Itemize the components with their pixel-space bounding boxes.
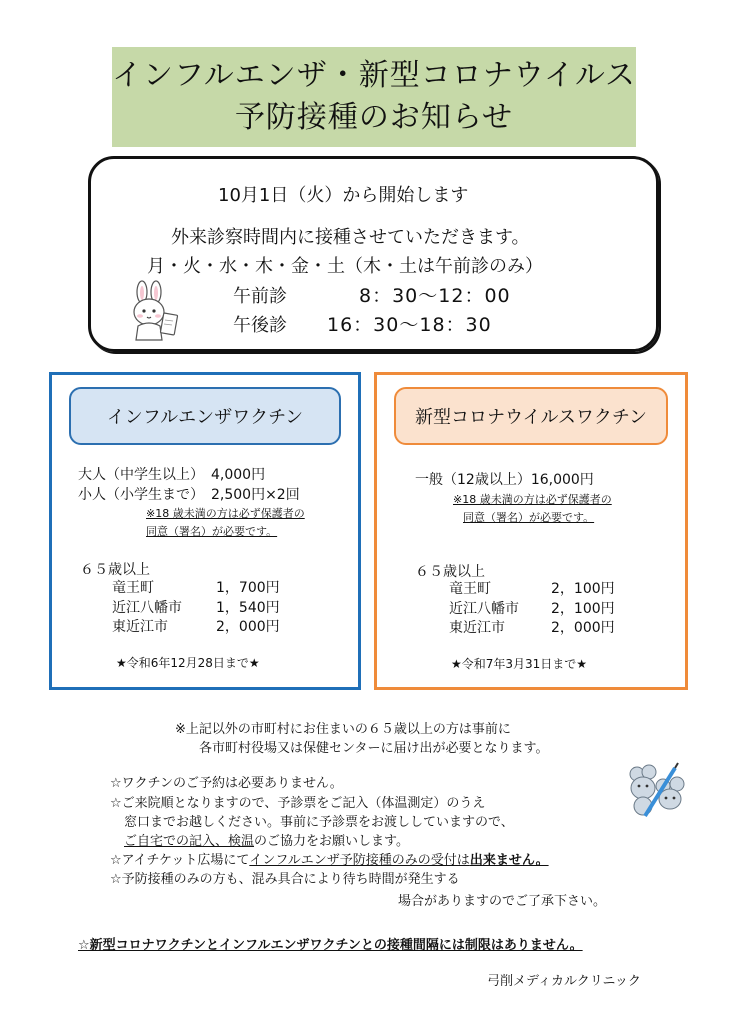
covid-deadline: ★令和7年3月31日まで★ [451, 657, 588, 671]
covid-city-price: 2，000円 [551, 620, 615, 636]
flu-child-price: 小人（小学生まで） 2,500円×2回 [78, 487, 300, 503]
covid-heading: 新型コロナウイルスワクチン [394, 387, 668, 445]
notice-no-reservation: ☆ワクチンのご予約は必要ありません。 [110, 776, 343, 791]
flu-city-name: 竜王町 [112, 580, 154, 596]
title-banner [112, 47, 636, 147]
title-line-2: 予防接種のお知らせ [234, 100, 514, 135]
mice-illustration [625, 762, 687, 820]
flu-city-price: 2，000円 [216, 619, 280, 635]
clinic-name: 弓削メディカルクリニック [487, 974, 641, 989]
morning-label: 午前診 [233, 286, 287, 307]
title-line-1: インフルエンザ・新型コロナウイルス [112, 58, 636, 93]
influenza-panel [49, 372, 361, 690]
covid-city-price: 2，100円 [551, 601, 615, 617]
morning-time: 8：30～12：00 [359, 285, 511, 307]
covid-panel [374, 372, 688, 690]
covid-note-line-2: 同意（署名）が必要です。 [463, 511, 595, 524]
flu-city-name: 近江八幡市 [112, 600, 182, 616]
covid-city-name: 竜王町 [449, 581, 491, 597]
flu-city-name: 東近江市 [112, 619, 168, 635]
flu-city-price: 1，540円 [216, 600, 280, 616]
covid-city-name: 近江八幡市 [449, 601, 519, 617]
notice-aiticket [110, 849, 549, 868]
other-city-note-2: 各市町村役場又は保健センターに届け出が必要となります。 [199, 741, 549, 756]
afternoon-label: 午後診 [233, 315, 287, 336]
notice-arrival-order-3 [124, 830, 409, 849]
flu-adult-price: 大人（中学生以上） 4,000円 [78, 467, 266, 483]
covid-city-name: 東近江市 [449, 620, 505, 636]
flu-note-line-1: ※18 歳未満の方は必ず保護者の [146, 507, 305, 520]
notice-waiting-time: ☆予防接種のみの方も、混み具合により待ち時間が発生する [110, 872, 460, 887]
notice-aiticket-prefix: ☆アイチケット広場にて [110, 853, 250, 868]
notice-aiticket-emphasis: インフルエンザ予防接種のみの受付は [249, 853, 470, 868]
clinic-days: 月・火・水・木・金・土（木・土は午前診のみ） [147, 256, 543, 277]
notice-arrival-order-2: 窓口までお越しください。事前に予診票をお渡ししていますので、 [124, 815, 514, 830]
flu-city-price: 1，700円 [216, 580, 280, 596]
influenza-heading: インフルエンザワクチン [69, 387, 341, 445]
notice-waiting-time-2: 場合がありますのでご了承下さい。 [398, 894, 607, 909]
notice-arrival-order: ☆ご来院順となりますので、予診票をご記入（体温測定）のうえ [110, 796, 486, 811]
hours-intro: 外来診察時間内に接種させていただきます。 [171, 227, 530, 248]
notice-cooperation: のご協力をお願いします。 [254, 834, 409, 849]
flu-deadline: ★令和6年12月28日まで★ [116, 656, 260, 670]
vaccine-interval-notice: ☆新型コロナワクチンとインフルエンザワクチンとの接種間隔には制限はありません。 [78, 938, 583, 953]
covid-city-price: 2，100円 [551, 581, 615, 597]
home-fill-in-emphasis: ご自宅での記入、検温 [124, 834, 255, 849]
covid-senior-heading: ６５歳以上 [415, 564, 485, 580]
notice-aiticket-bold: 出来ません。 [469, 853, 549, 868]
rabbit-nurse-illustration [120, 280, 182, 342]
afternoon-time: 16：30～18：30 [327, 314, 492, 336]
covid-note-line-1: ※18 歳未満の方は必ず保護者の [453, 493, 612, 506]
flu-note-line-2: 同意（署名）が必要です。 [146, 525, 278, 538]
start-date: 10月1日（火）から開始します [218, 185, 469, 206]
covid-general-price: 一般（12歳以上）16,000円 [415, 472, 594, 488]
other-city-note-1: ※上記以外の市町村にお住まいの６５歳以上の方は事前に [175, 722, 511, 737]
flu-senior-heading: ６５歳以上 [80, 562, 150, 578]
